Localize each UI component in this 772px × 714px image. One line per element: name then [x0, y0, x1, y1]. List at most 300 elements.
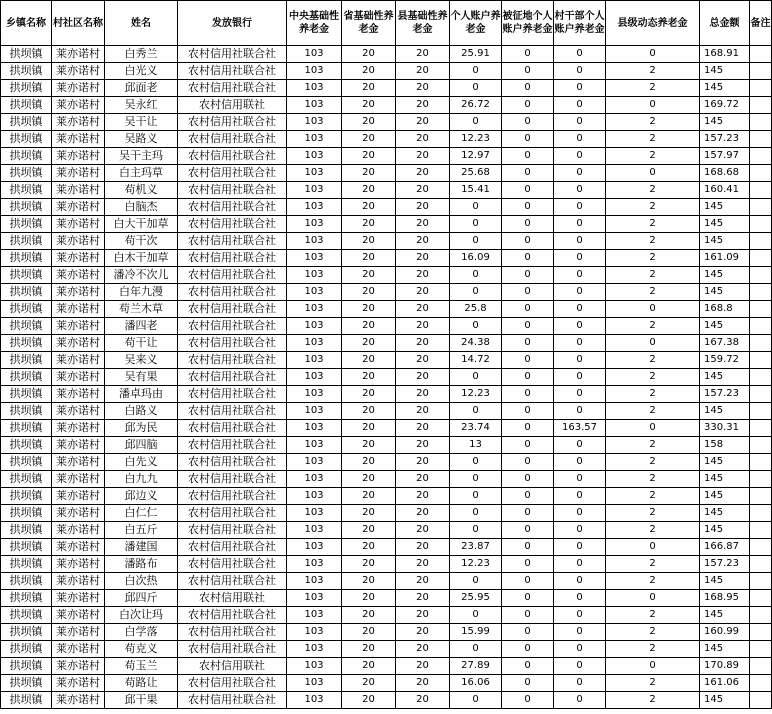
cell-county-dynamic: 0 — [606, 658, 700, 675]
cell-township: 拱坝镇 — [1, 80, 52, 97]
cell-county-dynamic: 2 — [606, 148, 700, 165]
cell-total: 145 — [700, 267, 750, 284]
cell-central-pension: 103 — [287, 318, 342, 335]
table-row — [1, 165, 772, 182]
cell-central-pension: 103 — [287, 335, 342, 352]
cell-cadre-account: 0 — [554, 216, 606, 233]
cell-cadre-account: 0 — [554, 641, 606, 658]
cell-total: 157.97 — [700, 148, 750, 165]
cell-village: 莱亦诺村 — [52, 692, 105, 709]
cell-township: 拱坝镇 — [1, 386, 52, 403]
cell-remarks — [750, 607, 772, 624]
table-row — [1, 522, 772, 539]
cell-remarks — [750, 216, 772, 233]
cell-land-expropriated-account: 0 — [502, 318, 554, 335]
cell-provincial-pension: 20 — [342, 63, 396, 80]
cell-remarks — [750, 641, 772, 658]
cell-village: 莱亦诺村 — [52, 165, 105, 182]
table-row — [1, 318, 772, 335]
table-row — [1, 148, 772, 165]
cell-provincial-pension: 20 — [342, 97, 396, 114]
header-bank: 发放银行 — [178, 1, 287, 46]
cell-total: 145 — [700, 641, 750, 658]
cell-village: 莱亦诺村 — [52, 352, 105, 369]
cell-name: 白脑杰 — [105, 199, 178, 216]
cell-personal-account: 12.23 — [450, 556, 502, 573]
cell-cadre-account: 0 — [554, 692, 606, 709]
cell-township: 拱坝镇 — [1, 658, 52, 675]
table-row — [1, 607, 772, 624]
cell-village: 莱亦诺村 — [52, 624, 105, 641]
cell-county-pension: 20 — [396, 216, 450, 233]
cell-name: 白光义 — [105, 63, 178, 80]
cell-cadre-account: 0 — [554, 539, 606, 556]
cell-township: 拱坝镇 — [1, 318, 52, 335]
cell-name: 苟克义 — [105, 641, 178, 658]
cell-township: 拱坝镇 — [1, 46, 52, 63]
table-row — [1, 250, 772, 267]
cell-village: 莱亦诺村 — [52, 318, 105, 335]
cell-total: 145 — [700, 692, 750, 709]
cell-name: 潘卓玛由 — [105, 386, 178, 403]
cell-county-dynamic: 2 — [606, 250, 700, 267]
cell-central-pension: 103 — [287, 641, 342, 658]
cell-central-pension: 103 — [287, 624, 342, 641]
cell-remarks — [750, 97, 772, 114]
cell-cadre-account: 0 — [554, 352, 606, 369]
cell-name: 潘建国 — [105, 539, 178, 556]
cell-county-pension: 20 — [396, 692, 450, 709]
cell-village: 莱亦诺村 — [52, 420, 105, 437]
cell-land-expropriated-account: 0 — [502, 80, 554, 97]
cell-cadre-account: 0 — [554, 301, 606, 318]
table-row — [1, 437, 772, 454]
cell-provincial-pension: 20 — [342, 573, 396, 590]
cell-provincial-pension: 20 — [342, 539, 396, 556]
cell-central-pension: 103 — [287, 369, 342, 386]
cell-provincial-pension: 20 — [342, 165, 396, 182]
cell-remarks — [750, 148, 772, 165]
table-row — [1, 386, 772, 403]
cell-remarks — [750, 437, 772, 454]
cell-name: 白学落 — [105, 624, 178, 641]
cell-total: 145 — [700, 114, 750, 131]
cell-county-pension: 20 — [396, 80, 450, 97]
cell-land-expropriated-account: 0 — [502, 641, 554, 658]
table-row — [1, 590, 772, 607]
cell-township: 拱坝镇 — [1, 420, 52, 437]
cell-village: 莱亦诺村 — [52, 199, 105, 216]
cell-bank: 农村信用联社 — [178, 97, 287, 114]
cell-township: 拱坝镇 — [1, 250, 52, 267]
cell-township: 拱坝镇 — [1, 675, 52, 692]
cell-county-dynamic: 2 — [606, 216, 700, 233]
cell-remarks — [750, 505, 772, 522]
cell-total: 145 — [700, 284, 750, 301]
table-row — [1, 335, 772, 352]
cell-township: 拱坝镇 — [1, 624, 52, 641]
cell-township: 拱坝镇 — [1, 97, 52, 114]
cell-village: 莱亦诺村 — [52, 590, 105, 607]
cell-bank: 农村信用社联合社 — [178, 352, 287, 369]
cell-name: 苟干让 — [105, 335, 178, 352]
cell-name: 苟机义 — [105, 182, 178, 199]
table-row — [1, 505, 772, 522]
cell-township: 拱坝镇 — [1, 437, 52, 454]
table-row — [1, 267, 772, 284]
cell-county-pension: 20 — [396, 97, 450, 114]
cell-name: 白秀兰 — [105, 46, 178, 63]
cell-village: 莱亦诺村 — [52, 233, 105, 250]
cell-bank: 农村信用社联合社 — [178, 335, 287, 352]
cell-cadre-account: 0 — [554, 505, 606, 522]
cell-personal-account: 0 — [450, 505, 502, 522]
cell-total: 160.99 — [700, 624, 750, 641]
cell-village: 莱亦诺村 — [52, 556, 105, 573]
cell-total: 166.87 — [700, 539, 750, 556]
cell-bank: 农村信用社联合社 — [178, 505, 287, 522]
cell-name: 邱边义 — [105, 488, 178, 505]
cell-village: 莱亦诺村 — [52, 675, 105, 692]
cell-name: 白路义 — [105, 403, 178, 420]
cell-village: 莱亦诺村 — [52, 539, 105, 556]
cell-total: 160.41 — [700, 182, 750, 199]
cell-township: 拱坝镇 — [1, 454, 52, 471]
cell-county-pension: 20 — [396, 386, 450, 403]
cell-land-expropriated-account: 0 — [502, 199, 554, 216]
cell-total: 145 — [700, 471, 750, 488]
table-row — [1, 182, 772, 199]
cell-county-dynamic: 2 — [606, 352, 700, 369]
cell-provincial-pension: 20 — [342, 301, 396, 318]
cell-provincial-pension: 20 — [342, 46, 396, 63]
header-central-pension: 中央基础性养老金 — [287, 1, 342, 46]
cell-personal-account: 24.38 — [450, 335, 502, 352]
cell-township: 拱坝镇 — [1, 352, 52, 369]
cell-personal-account: 0 — [450, 454, 502, 471]
cell-village: 莱亦诺村 — [52, 369, 105, 386]
cell-personal-account: 0 — [450, 114, 502, 131]
cell-village: 莱亦诺村 — [52, 63, 105, 80]
cell-county-dynamic: 2 — [606, 488, 700, 505]
cell-county-dynamic: 2 — [606, 624, 700, 641]
cell-bank: 农村信用社联合社 — [178, 454, 287, 471]
table-row — [1, 97, 772, 114]
table-row — [1, 114, 772, 131]
cell-county-dynamic: 2 — [606, 454, 700, 471]
cell-land-expropriated-account: 0 — [502, 488, 554, 505]
cell-personal-account: 0 — [450, 607, 502, 624]
cell-central-pension: 103 — [287, 216, 342, 233]
cell-village: 莱亦诺村 — [52, 454, 105, 471]
cell-township: 拱坝镇 — [1, 267, 52, 284]
cell-personal-account: 0 — [450, 641, 502, 658]
cell-central-pension: 103 — [287, 233, 342, 250]
cell-county-pension: 20 — [396, 267, 450, 284]
cell-provincial-pension: 20 — [342, 148, 396, 165]
cell-name: 白先义 — [105, 454, 178, 471]
header-county-dynamic: 县级动态养老金 — [606, 1, 700, 46]
cell-county-pension: 20 — [396, 658, 450, 675]
cell-total: 145 — [700, 505, 750, 522]
cell-county-pension: 20 — [396, 675, 450, 692]
table-row — [1, 471, 772, 488]
cell-central-pension: 103 — [287, 386, 342, 403]
cell-cadre-account: 0 — [554, 369, 606, 386]
cell-township: 拱坝镇 — [1, 199, 52, 216]
cell-total: 145 — [700, 522, 750, 539]
cell-county-dynamic: 2 — [606, 505, 700, 522]
cell-name: 白五斤 — [105, 522, 178, 539]
table-row — [1, 233, 772, 250]
header-provincial-pension: 省基础性养老金 — [342, 1, 396, 46]
cell-central-pension: 103 — [287, 420, 342, 437]
cell-township: 拱坝镇 — [1, 216, 52, 233]
cell-county-dynamic: 2 — [606, 369, 700, 386]
cell-village: 莱亦诺村 — [52, 403, 105, 420]
cell-cadre-account: 0 — [554, 335, 606, 352]
cell-county-pension: 20 — [396, 522, 450, 539]
header-row — [1, 1, 772, 46]
cell-township: 拱坝镇 — [1, 692, 52, 709]
cell-county-dynamic: 2 — [606, 607, 700, 624]
cell-remarks — [750, 692, 772, 709]
cell-county-pension: 20 — [396, 437, 450, 454]
cell-county-pension: 20 — [396, 335, 450, 352]
cell-cadre-account: 0 — [554, 182, 606, 199]
cell-land-expropriated-account: 0 — [502, 63, 554, 80]
cell-provincial-pension: 20 — [342, 607, 396, 624]
cell-village: 莱亦诺村 — [52, 522, 105, 539]
cell-county-dynamic: 2 — [606, 114, 700, 131]
cell-bank: 农村信用社联合社 — [178, 63, 287, 80]
cell-central-pension: 103 — [287, 471, 342, 488]
cell-village: 莱亦诺村 — [52, 182, 105, 199]
cell-land-expropriated-account: 0 — [502, 165, 554, 182]
cell-total: 145 — [700, 488, 750, 505]
table-row — [1, 488, 772, 505]
cell-bank: 农村信用社联合社 — [178, 522, 287, 539]
cell-county-pension: 20 — [396, 63, 450, 80]
cell-personal-account: 0 — [450, 403, 502, 420]
cell-remarks — [750, 675, 772, 692]
cell-central-pension: 103 — [287, 505, 342, 522]
cell-county-dynamic: 0 — [606, 46, 700, 63]
cell-provincial-pension: 20 — [342, 318, 396, 335]
cell-provincial-pension: 20 — [342, 250, 396, 267]
cell-county-dynamic: 0 — [606, 301, 700, 318]
cell-land-expropriated-account: 0 — [502, 658, 554, 675]
table-row — [1, 63, 772, 80]
header-name: 姓名 — [105, 1, 178, 46]
cell-bank: 农村信用社联合社 — [178, 131, 287, 148]
cell-bank: 农村信用社联合社 — [178, 607, 287, 624]
cell-total: 145 — [700, 80, 750, 97]
table-row — [1, 216, 772, 233]
cell-remarks — [750, 233, 772, 250]
cell-bank: 农村信用社联合社 — [178, 199, 287, 216]
cell-land-expropriated-account: 0 — [502, 267, 554, 284]
header-total: 总金额 — [700, 1, 750, 46]
cell-central-pension: 103 — [287, 182, 342, 199]
cell-village: 莱亦诺村 — [52, 437, 105, 454]
cell-central-pension: 103 — [287, 590, 342, 607]
cell-personal-account: 25.91 — [450, 46, 502, 63]
cell-personal-account: 25.68 — [450, 165, 502, 182]
cell-village: 莱亦诺村 — [52, 607, 105, 624]
cell-personal-account: 15.99 — [450, 624, 502, 641]
cell-county-dynamic: 2 — [606, 318, 700, 335]
cell-land-expropriated-account: 0 — [502, 284, 554, 301]
cell-county-pension: 20 — [396, 488, 450, 505]
cell-total: 145 — [700, 199, 750, 216]
table-row — [1, 539, 772, 556]
cell-personal-account: 0 — [450, 573, 502, 590]
cell-county-dynamic: 2 — [606, 267, 700, 284]
cell-remarks — [750, 624, 772, 641]
cell-name: 苟玉兰 — [105, 658, 178, 675]
cell-bank: 农村信用社联合社 — [178, 488, 287, 505]
cell-personal-account: 13 — [450, 437, 502, 454]
cell-total: 161.09 — [700, 250, 750, 267]
table-header — [1, 1, 772, 46]
cell-bank: 农村信用社联合社 — [178, 641, 287, 658]
cell-village: 莱亦诺村 — [52, 641, 105, 658]
cell-land-expropriated-account: 0 — [502, 675, 554, 692]
cell-personal-account: 27.89 — [450, 658, 502, 675]
cell-central-pension: 103 — [287, 63, 342, 80]
table-row — [1, 573, 772, 590]
cell-township: 拱坝镇 — [1, 505, 52, 522]
header-township: 乡镇名称 — [1, 1, 52, 46]
cell-remarks — [750, 199, 772, 216]
cell-township: 拱坝镇 — [1, 301, 52, 318]
cell-cadre-account: 0 — [554, 267, 606, 284]
cell-county-dynamic: 2 — [606, 131, 700, 148]
cell-bank: 农村信用联社 — [178, 658, 287, 675]
cell-village: 莱亦诺村 — [52, 471, 105, 488]
cell-central-pension: 103 — [287, 267, 342, 284]
cell-central-pension: 103 — [287, 148, 342, 165]
cell-county-dynamic: 0 — [606, 420, 700, 437]
cell-cadre-account: 0 — [554, 318, 606, 335]
cell-personal-account: 12.97 — [450, 148, 502, 165]
cell-village: 莱亦诺村 — [52, 386, 105, 403]
table-row — [1, 199, 772, 216]
cell-provincial-pension: 20 — [342, 556, 396, 573]
cell-county-pension: 20 — [396, 624, 450, 641]
cell-provincial-pension: 20 — [342, 590, 396, 607]
header-personal-account: 个人账户养老金 — [450, 1, 502, 46]
cell-county-dynamic: 2 — [606, 80, 700, 97]
cell-land-expropriated-account: 0 — [502, 335, 554, 352]
cell-total: 145 — [700, 318, 750, 335]
cell-county-dynamic: 2 — [606, 573, 700, 590]
cell-county-pension: 20 — [396, 301, 450, 318]
cell-county-dynamic: 0 — [606, 335, 700, 352]
cell-county-pension: 20 — [396, 369, 450, 386]
cell-township: 拱坝镇 — [1, 590, 52, 607]
cell-total: 167.38 — [700, 335, 750, 352]
cell-remarks — [750, 301, 772, 318]
cell-remarks — [750, 522, 772, 539]
cell-land-expropriated-account: 0 — [502, 522, 554, 539]
table-row — [1, 624, 772, 641]
cell-name: 吴永红 — [105, 97, 178, 114]
cell-cadre-account: 0 — [554, 131, 606, 148]
cell-township: 拱坝镇 — [1, 556, 52, 573]
cell-personal-account: 12.23 — [450, 131, 502, 148]
cell-land-expropriated-account: 0 — [502, 556, 554, 573]
cell-bank: 农村信用社联合社 — [178, 573, 287, 590]
cell-village: 莱亦诺村 — [52, 505, 105, 522]
cell-name: 吴路义 — [105, 131, 178, 148]
cell-village: 莱亦诺村 — [52, 573, 105, 590]
cell-bank: 农村信用社联合社 — [178, 420, 287, 437]
cell-county-pension: 20 — [396, 590, 450, 607]
cell-bank: 农村信用社联合社 — [178, 471, 287, 488]
cell-land-expropriated-account: 0 — [502, 505, 554, 522]
cell-personal-account: 25.95 — [450, 590, 502, 607]
cell-personal-account: 0 — [450, 80, 502, 97]
cell-central-pension: 103 — [287, 573, 342, 590]
cell-personal-account: 16.09 — [450, 250, 502, 267]
table-body — [1, 46, 772, 709]
cell-village: 莱亦诺村 — [52, 250, 105, 267]
cell-bank: 农村信用社联合社 — [178, 386, 287, 403]
cell-name: 白木干加草 — [105, 250, 178, 267]
cell-remarks — [750, 352, 772, 369]
cell-total: 145 — [700, 233, 750, 250]
cell-village: 莱亦诺村 — [52, 46, 105, 63]
cell-land-expropriated-account: 0 — [502, 301, 554, 318]
cell-land-expropriated-account: 0 — [502, 216, 554, 233]
cell-county-pension: 20 — [396, 318, 450, 335]
cell-remarks — [750, 46, 772, 63]
cell-cadre-account: 0 — [554, 165, 606, 182]
cell-central-pension: 103 — [287, 522, 342, 539]
cell-land-expropriated-account: 0 — [502, 539, 554, 556]
cell-total: 145 — [700, 63, 750, 80]
cell-land-expropriated-account: 0 — [502, 454, 554, 471]
cell-bank: 农村信用社联合社 — [178, 539, 287, 556]
cell-total: 159.72 — [700, 352, 750, 369]
cell-bank: 农村信用社联合社 — [178, 114, 287, 131]
cell-county-dynamic: 2 — [606, 63, 700, 80]
cell-county-pension: 20 — [396, 607, 450, 624]
cell-name: 苟路让 — [105, 675, 178, 692]
cell-remarks — [750, 386, 772, 403]
cell-central-pension: 103 — [287, 488, 342, 505]
cell-personal-account: 0 — [450, 284, 502, 301]
table-row — [1, 556, 772, 573]
cell-cadre-account: 0 — [554, 675, 606, 692]
cell-central-pension: 103 — [287, 114, 342, 131]
cell-name: 邱干果 — [105, 692, 178, 709]
cell-central-pension: 103 — [287, 46, 342, 63]
cell-provincial-pension: 20 — [342, 267, 396, 284]
cell-land-expropriated-account: 0 — [502, 233, 554, 250]
cell-township: 拱坝镇 — [1, 573, 52, 590]
cell-provincial-pension: 20 — [342, 80, 396, 97]
cell-county-dynamic: 0 — [606, 165, 700, 182]
cell-provincial-pension: 20 — [342, 182, 396, 199]
cell-remarks — [750, 318, 772, 335]
cell-provincial-pension: 20 — [342, 284, 396, 301]
cell-cadre-account: 163.57 — [554, 420, 606, 437]
cell-provincial-pension: 20 — [342, 471, 396, 488]
cell-personal-account: 0 — [450, 369, 502, 386]
